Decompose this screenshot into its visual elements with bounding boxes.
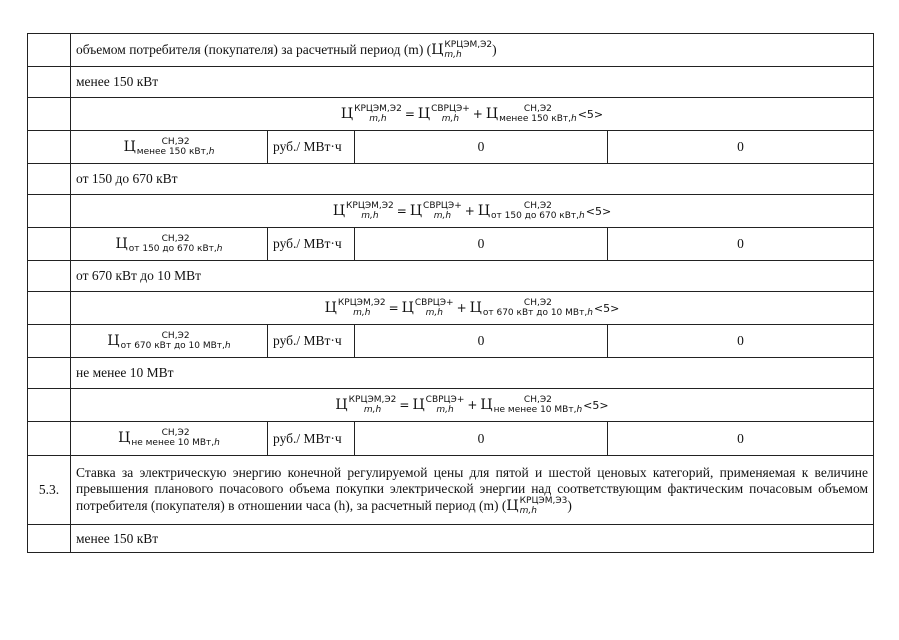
section-text: Ставка за электрическую энергию конечной регулируемой цены для пятой и шестой ценовых категорий, применяемая к величине превышения планового почасового объема покупки электрической энергии над соответствующим фактическим почасовым объемом потребителя (покупателя) в отношении часа (h), за расчетный период (m) ( — [76, 464, 869, 513]
value-cell: 0 — [355, 228, 608, 261]
value-cell: 0 — [608, 325, 874, 358]
formula-row — [28, 98, 874, 131]
formula-row — [28, 195, 874, 228]
symbol-cell: Ц СН,Э2 от 150 до 670 кВт,h — [71, 228, 268, 261]
category-label: от 150 до 670 кВт — [71, 164, 874, 195]
number-cell-empty — [28, 67, 71, 98]
symbol-cell: Ц СН,Э2 от 670 кВт до 10 МВт,h — [71, 325, 268, 358]
tariff-table — [27, 33, 874, 553]
header-text: объемом потребителя (покупателя) за расчетный период (m) ( — [76, 41, 432, 57]
category-label: менее 150 кВт — [71, 67, 874, 98]
formula-row — [28, 292, 874, 325]
category-row — [28, 261, 874, 292]
value-cell: 0 — [608, 422, 874, 456]
formula-price-e3: Ц КРЦЭМ,Э3 m,h — [506, 495, 568, 516]
number-cell-empty — [28, 325, 71, 358]
category-label: не менее 10 МВт — [71, 358, 874, 389]
formula-cell: Ц КРЦЭМ,Э2 m,h = Ц СВРЦЭ+ m,h + Ц СН,Э2 от 150 до 670 кВт,h <5> — [71, 195, 874, 228]
value-row — [28, 422, 874, 456]
value-cell: 0 — [355, 325, 608, 358]
category-row — [28, 164, 874, 195]
number-cell-empty — [28, 358, 71, 389]
number-cell-empty — [28, 98, 71, 131]
unit-cell: руб./ МВт·ч — [268, 422, 355, 456]
number-cell-empty — [28, 389, 71, 422]
category-row — [28, 525, 874, 553]
value-cell: 0 — [608, 131, 874, 164]
formula-cell: Ц КРЦЭМ,Э2 m,h = Ц СВРЦЭ+ m,h + Ц СН,Э2 не менее 10 МВт,h <5> — [71, 389, 874, 422]
header-row — [28, 34, 874, 67]
unit-cell: руб./ МВт·ч — [268, 131, 355, 164]
section-number: 5.3. — [28, 456, 71, 525]
number-cell-empty — [28, 131, 71, 164]
header-text-cell: объемом потребителя (покупателя) за расчетный период (m) (Ц КРЦЭМ,Э2 m,h ) — [71, 34, 874, 67]
symbol-cell: Ц СН,Э2 не менее 10 МВт,h — [71, 422, 268, 456]
formula-cell: Ц КРЦЭМ,Э2 m,h = Ц СВРЦЭ+ m,h + Ц СН,Э2 менее 150 кВт,h <5> — [71, 98, 874, 131]
unit-cell: руб./ МВт·ч — [268, 325, 355, 358]
number-cell-empty — [28, 422, 71, 456]
value-row — [28, 325, 874, 358]
formula-cell: Ц КРЦЭМ,Э2 m,h = Ц СВРЦЭ+ m,h + Ц СН,Э2 от 670 кВт до 10 МВт,h <5> — [71, 292, 874, 325]
category-row — [28, 358, 874, 389]
number-cell-empty — [28, 292, 71, 325]
number-cell-empty — [28, 195, 71, 228]
category-row — [28, 67, 874, 98]
unit-cell: руб./ МВт·ч — [268, 228, 355, 261]
category-label: от 670 кВт до 10 МВт — [71, 261, 874, 292]
category-label: менее 150 кВт — [71, 525, 874, 553]
value-cell: 0 — [355, 422, 608, 456]
value-cell: 0 — [355, 131, 608, 164]
number-cell-empty — [28, 525, 71, 553]
formula-price-e2: Ц КРЦЭМ,Э2 m,h — [431, 39, 493, 60]
value-row — [28, 228, 874, 261]
number-cell-empty — [28, 228, 71, 261]
number-cell-empty — [28, 261, 71, 292]
number-cell-empty — [28, 164, 71, 195]
value-cell: 0 — [608, 228, 874, 261]
formula-row — [28, 389, 874, 422]
value-row — [28, 131, 874, 164]
section-row — [28, 456, 874, 525]
section-text-cell: Ставка за электрическую энергию конечной регулируемой цены для пятой и шестой ценовых категорий, применяемая к величине превышения планового почасового объема покупки электрической энергии над соответствующим фактическим почасовым объемом потребителя (покупателя) в отношении часа (h), за расчетный период (m) (Ц КРЦЭМ,Э3 m,h ) — [71, 456, 874, 525]
symbol-cell: Ц СН,Э2 менее 150 кВт,h — [71, 131, 268, 164]
number-cell-empty — [28, 34, 71, 67]
